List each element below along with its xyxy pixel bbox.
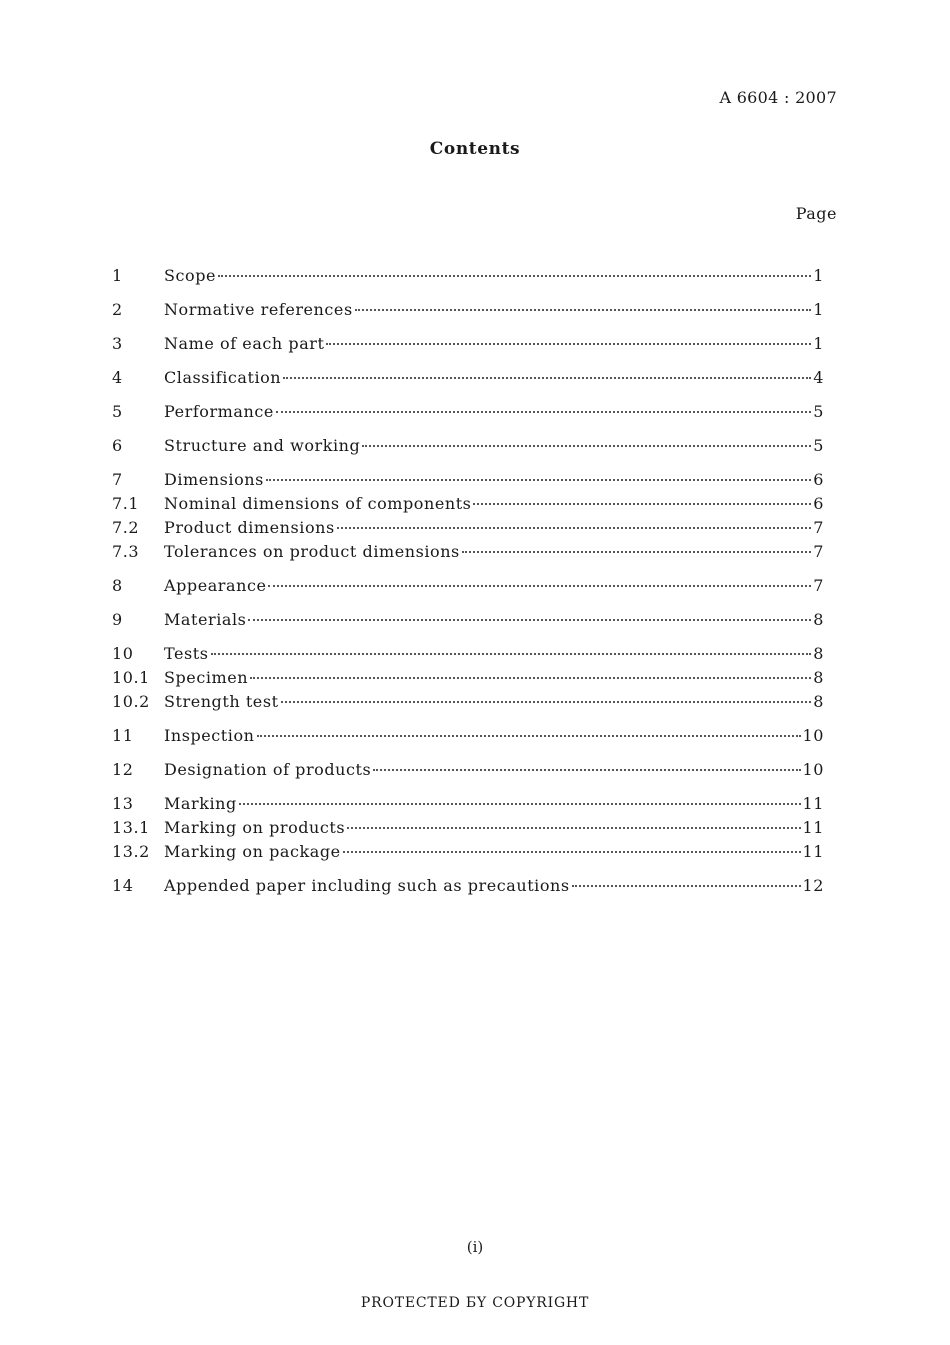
toc-entry-title: Materials xyxy=(164,610,247,629)
toc-entry-page-number: 11 xyxy=(802,842,824,861)
toc-dot-leader xyxy=(266,468,811,481)
toc-entry[interactable] xyxy=(112,266,824,290)
toc-entry-number: 7 xyxy=(112,470,123,489)
toc-dot-leader xyxy=(355,298,812,311)
toc-entry[interactable] xyxy=(112,842,824,866)
toc-entry[interactable] xyxy=(112,726,824,750)
toc-entry-page-number: 7 xyxy=(813,542,824,561)
toc-entry-title: Scope xyxy=(164,266,217,285)
toc-dot-leader xyxy=(572,874,801,887)
toc-entry-title: Classification xyxy=(164,368,282,387)
toc-entry-number: 2 xyxy=(112,300,123,319)
toc-entry-title: Marking xyxy=(164,794,237,813)
toc-entry-number: 13.1 xyxy=(112,818,150,837)
toc-entry-page-number: 7 xyxy=(813,576,824,595)
toc-entry-number: 5 xyxy=(112,402,123,421)
toc-dot-leader xyxy=(239,792,801,805)
toc-group xyxy=(112,368,824,392)
toc-entry-number: 13 xyxy=(112,794,134,813)
toc-entry-number: 13.2 xyxy=(112,842,150,861)
toc-entry[interactable] xyxy=(112,518,824,542)
toc-dot-leader xyxy=(283,366,811,379)
toc-dot-leader xyxy=(473,492,811,505)
toc-entry-title: Normative references xyxy=(164,300,353,319)
toc-group xyxy=(112,726,824,750)
toc-group xyxy=(112,576,824,600)
toc-entry-page-number: 1 xyxy=(813,334,824,353)
toc-dot-leader xyxy=(211,642,812,655)
toc-entry-title: Appended paper including such as precautions xyxy=(164,876,570,895)
toc-entry-title: Designation of products xyxy=(164,760,372,779)
toc-entry-number: 9 xyxy=(112,610,123,629)
toc-entry-title: Appearance xyxy=(164,576,267,595)
toc-group xyxy=(112,402,824,426)
toc-group xyxy=(112,334,824,358)
toc-entry-title: Specimen xyxy=(164,668,249,687)
toc-dot-leader xyxy=(337,516,812,529)
toc-entry-number: 11 xyxy=(112,726,134,745)
toc-entry-page-number: 6 xyxy=(813,494,824,513)
toc-entry-page-number: 1 xyxy=(813,266,824,285)
toc-group xyxy=(112,760,824,784)
toc-entry-title: Product dimensions xyxy=(164,518,335,537)
toc-dot-leader xyxy=(257,724,801,737)
toc-entry-title: Marking on products xyxy=(164,818,346,837)
toc-group xyxy=(112,300,824,324)
toc-entry[interactable] xyxy=(112,794,824,818)
toc-entry[interactable] xyxy=(112,436,824,460)
toc-entry-title: Nominal dimensions of components xyxy=(164,494,472,513)
toc-entry-page-number: 6 xyxy=(813,470,824,489)
toc-group xyxy=(112,470,824,566)
toc-entry[interactable] xyxy=(112,368,824,392)
toc-entry-page-number: 10 xyxy=(802,760,824,779)
toc-entry-number: 7.3 xyxy=(112,542,140,561)
toc-entry-page-number: 8 xyxy=(813,610,824,629)
toc-entry-page-number: 8 xyxy=(813,644,824,663)
toc-dot-leader xyxy=(218,264,811,277)
toc-entry-number: 1 xyxy=(112,266,123,285)
toc-entry-title: Marking on package xyxy=(164,842,341,861)
toc-entry-title: Performance xyxy=(164,402,274,421)
toc-dot-leader xyxy=(343,840,801,853)
toc-entry[interactable] xyxy=(112,542,824,566)
toc-entry-page-number: 5 xyxy=(813,402,824,421)
toc-entry-title: Inspection xyxy=(164,726,255,745)
toc-entry-number: 8 xyxy=(112,576,123,595)
toc-dot-leader xyxy=(362,434,811,447)
toc-group xyxy=(112,436,824,460)
toc-entry-number: 3 xyxy=(112,334,123,353)
toc-entry-page-number: 11 xyxy=(802,794,824,813)
table-of-contents xyxy=(112,266,824,910)
toc-entry-page-number: 4 xyxy=(813,368,824,387)
toc-entry-title: Tests xyxy=(164,644,209,663)
toc-group xyxy=(112,610,824,634)
toc-entry-number: 10 xyxy=(112,644,134,663)
toc-entry[interactable] xyxy=(112,610,824,634)
toc-entry-page-number: 11 xyxy=(802,818,824,837)
toc-entry[interactable] xyxy=(112,876,824,900)
toc-group xyxy=(112,266,824,290)
toc-entry-page-number: 10 xyxy=(802,726,824,745)
toc-dot-leader xyxy=(326,332,811,345)
toc-entry-page-number: 8 xyxy=(813,668,824,687)
toc-entry[interactable] xyxy=(112,692,824,716)
page-column-heading: Page xyxy=(795,204,837,223)
toc-entry[interactable] xyxy=(112,644,824,668)
toc-entry-title: Name of each part xyxy=(164,334,325,353)
toc-dot-leader xyxy=(248,608,811,621)
page-folio: (i) xyxy=(466,1238,484,1256)
toc-dot-leader xyxy=(281,690,812,703)
toc-entry[interactable] xyxy=(112,470,824,494)
toc-entry-page-number: 1 xyxy=(813,300,824,319)
toc-entry[interactable] xyxy=(112,818,824,842)
toc-entry-number: 7.2 xyxy=(112,518,140,537)
toc-group xyxy=(112,644,824,716)
copyright-notice: PROTECTED БY COPYRIGHT xyxy=(360,1295,590,1311)
toc-entry-page-number: 12 xyxy=(802,876,824,895)
toc-entry[interactable] xyxy=(112,576,824,600)
document-id: A 6604 : 2007 xyxy=(719,88,837,107)
toc-group xyxy=(112,794,824,866)
toc-entry-page-number: 7 xyxy=(813,518,824,537)
toc-entry-number: 6 xyxy=(112,436,123,455)
toc-entry[interactable] xyxy=(112,760,824,784)
toc-dot-leader xyxy=(462,540,811,553)
toc-entry-number: 4 xyxy=(112,368,123,387)
toc-entry-number: 14 xyxy=(112,876,134,895)
toc-dot-leader xyxy=(373,758,800,771)
toc-entry[interactable] xyxy=(112,334,824,358)
toc-dot-leader xyxy=(250,666,811,679)
toc-dot-leader xyxy=(276,400,811,413)
toc-entry[interactable] xyxy=(112,402,824,426)
toc-entry-title: Structure and working xyxy=(164,436,361,455)
toc-entry-title: Dimensions xyxy=(164,470,264,489)
toc-entry-page-number: 8 xyxy=(813,692,824,711)
page-title: Contents xyxy=(429,139,521,159)
toc-entry-number: 10.1 xyxy=(112,668,150,687)
toc-entry[interactable] xyxy=(112,494,824,518)
toc-entry-number: 7.1 xyxy=(112,494,140,513)
toc-dot-leader xyxy=(268,574,811,587)
toc-group xyxy=(112,876,824,900)
toc-entry-number: 12 xyxy=(112,760,134,779)
toc-entry-title: Strength test xyxy=(164,692,279,711)
toc-entry[interactable] xyxy=(112,300,824,324)
toc-dot-leader xyxy=(347,816,800,829)
toc-entry-number: 10.2 xyxy=(112,692,150,711)
toc-entry[interactable] xyxy=(112,668,824,692)
toc-entry-page-number: 5 xyxy=(813,436,824,455)
toc-entry-title: Tolerances on product dimensions xyxy=(164,542,460,561)
